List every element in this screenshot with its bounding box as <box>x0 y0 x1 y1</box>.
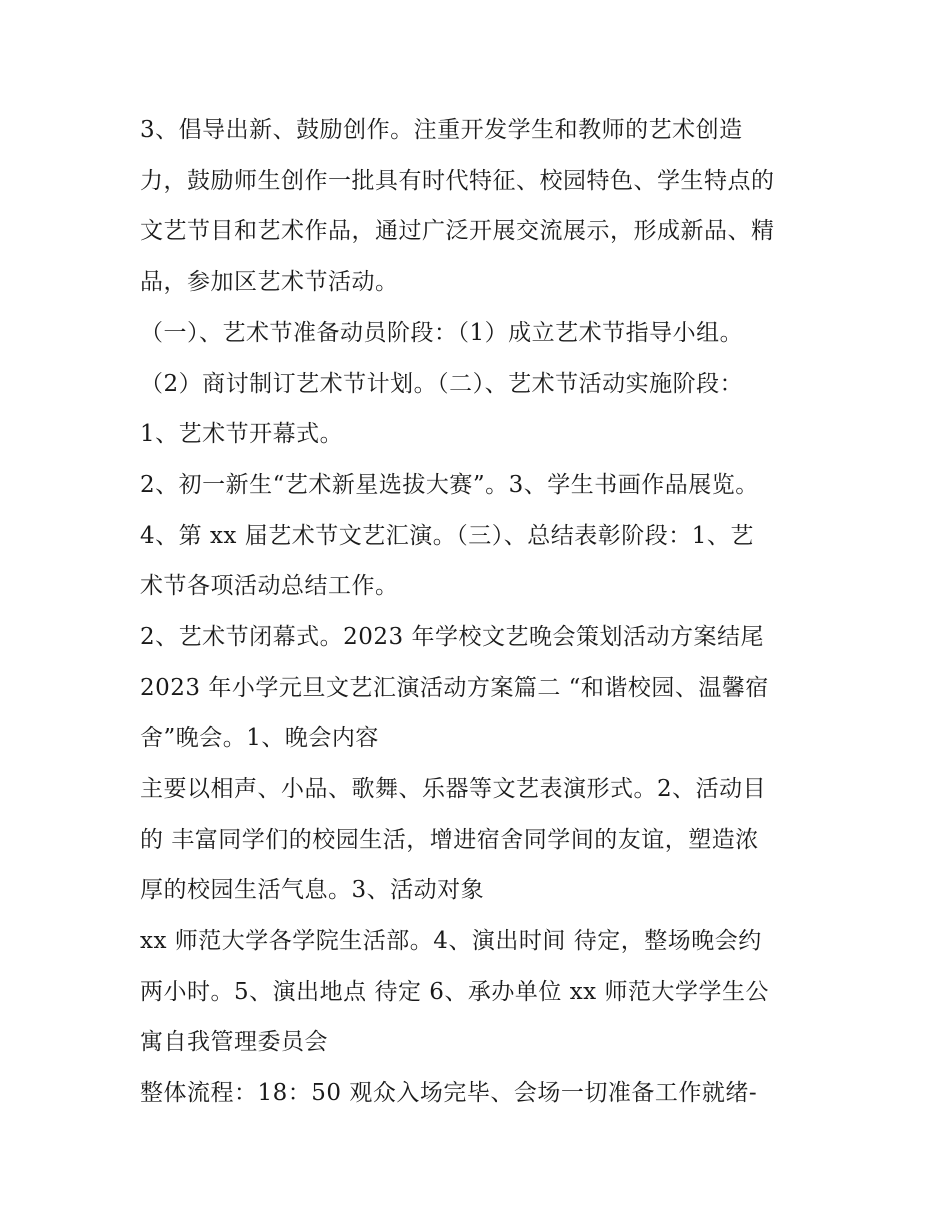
text-line: 整体流程：18：50 观众入场完毕、会场一切准备工作就绪- <box>140 1080 758 1106</box>
text-line: xx 师范大学各学院生活部。4、演出时间 待定，整场晚会约 <box>140 928 762 954</box>
text-line: 1、艺术节开幕式。 <box>140 421 344 447</box>
text-line: 寓自我管理委员会 <box>140 1029 328 1055</box>
text-line: 厚的校园生活气息。3、活动对象 <box>140 877 485 903</box>
text-line: 4、第 xx 届艺术节文艺汇演。（三）、总结表彰阶段：1、艺 <box>140 523 754 549</box>
text-line: 术节各项活动总结工作。 <box>140 573 399 599</box>
text-line: （一）、艺术节准备动员阶段：（1）成立艺术节指导小组。 <box>140 320 744 346</box>
text-line: 舍”晚会。1、晚会内容 <box>140 725 379 751</box>
text-line: 的 丰富同学们的校园生活，增进宿舍同学间的友谊，塑造浓 <box>140 827 759 853</box>
text-line: 文艺节目和艺术作品，通过广泛开展交流展示，形成新品、精 <box>140 218 775 244</box>
text-line: 主要以相声、小品、歌舞、乐器等文艺表演形式。2、活动目 <box>140 776 767 802</box>
text-line: 2、艺术节闭幕式。2023 年学校文艺晚会策划活动方案结尾 <box>140 624 764 650</box>
text-line: 力，鼓励师生创作一批具有时代特征、校园特色、学生特点的 <box>140 168 775 194</box>
text-line: 品，参加区艺术节活动。 <box>140 269 399 295</box>
text-line: 2、初一新生“艺术新星选拔大赛”。3、学生书画作品展览。 <box>140 472 759 498</box>
text-line: 两小时。5、演出地点 待定 6、承办单位 xx 师范大学学生公 <box>140 979 769 1005</box>
text-line: 3、倡导出新、鼓励创作。注重开发学生和教师的艺术创造 <box>140 117 743 143</box>
text-line: （2）商讨制订艺术节计划。（二）、艺术节活动实施阶段： <box>140 371 744 397</box>
text-line: 2023 年小学元旦文艺汇演活动方案篇二 “和谐校园、温馨宿 <box>140 675 769 701</box>
